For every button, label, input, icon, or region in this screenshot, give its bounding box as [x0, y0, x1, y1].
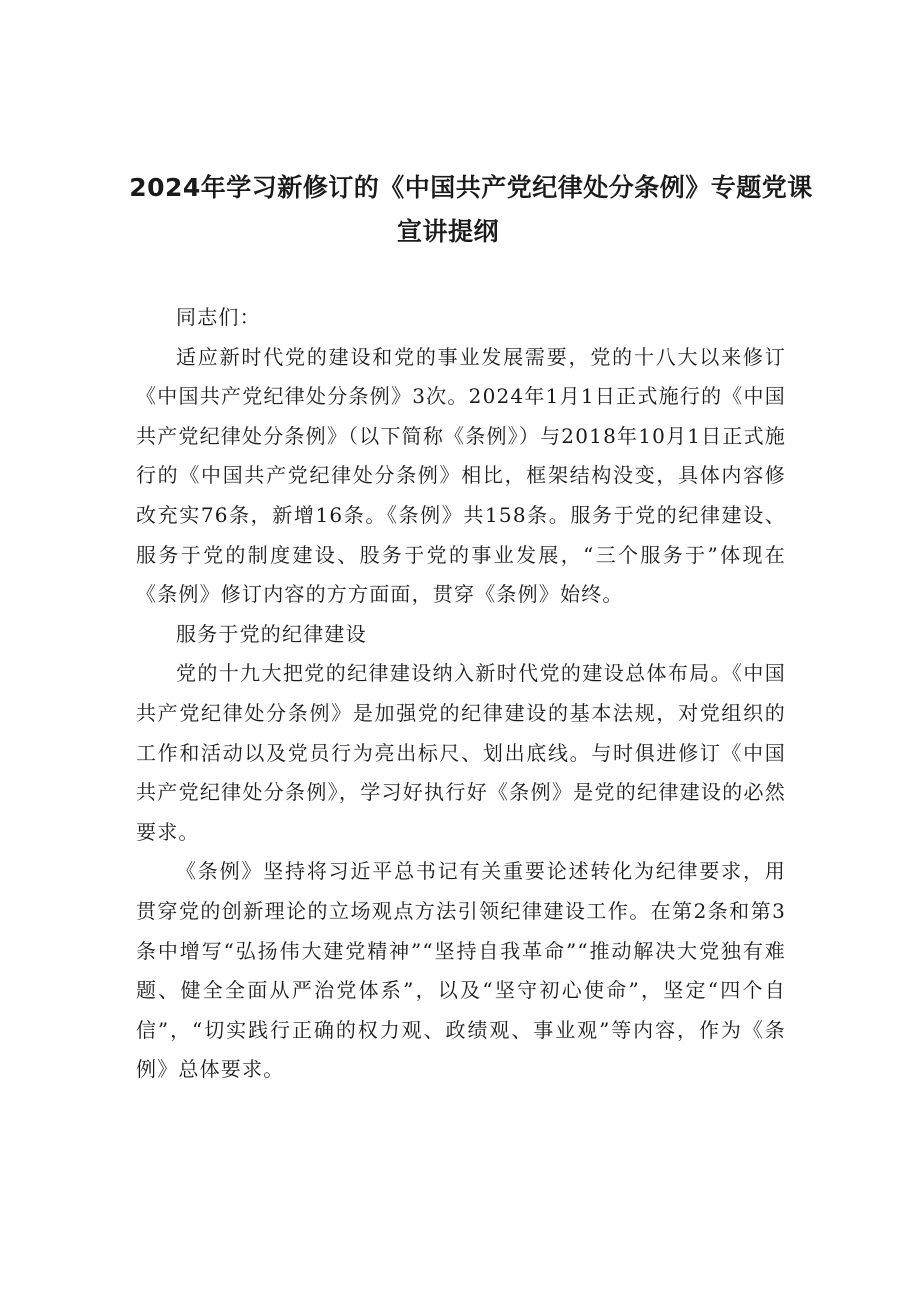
document-title-line-2: [0, 210, 920, 254]
paragraph-intro: 适应新时代党的建设和党的事业发展需要，党的十八大以来修订《中国共产党纪律处分条例》3次。2024年1月1日正式施行的《中国共产党纪律处分条例》（以下简称《条例》）与2018年10月1日正式施行的《中国共产党纪律处分条例》相比，框架结构没变，具体内容修改充实76条，新增16条。《条例》共158条。服务于党的纪律建设、服务于党的制度建设、股务于党的事业发展，“三个服务于”体现在《条例》修订内容的方方面面，贯穿《条例》始终。: [136, 344, 786, 607]
document-title-line-2-text: 宣讲提纲: [396, 217, 499, 246]
section-heading: 服务于党的纪律建设: [176, 621, 367, 646]
document-body: [136, 298, 786, 1090]
document-title-line-1: 2024年学习新修订的《中国共产党纪律处分条例》专题党课: [129, 173, 813, 202]
paragraph-discipline: 党的十九大把党的纪律建设纳入新时代党的建设总体布局。《中国共产党纪律处分条例》是加强党的纪律建设的基本法规，对党组织的工作和活动以及党员行为亮出标尺、划出底线。与时俱进修订《中国共产党纪律处分条例》，学习好执行好《条例》是党的纪律建设的必然要求。: [136, 661, 786, 844]
greeting: 同志们：: [176, 305, 261, 329]
paragraph-regulations: 《条例》坚持将习近平总书记有关重要论述转化为纪律要求，用贯穿党的创新理论的立场观点方法引领纪律建设工作。在第2条和第3条中增写“弘扬伟大建党精神”“坚持自我革命”“推动解决大党独有难题、健全全面从严治党体系”，以及“坚守初心使命”，坚定“四个自信”，“切实践行正确的权力观、政绩观、事业观”等内容，作为《条例》总体要求。: [136, 859, 786, 1082]
